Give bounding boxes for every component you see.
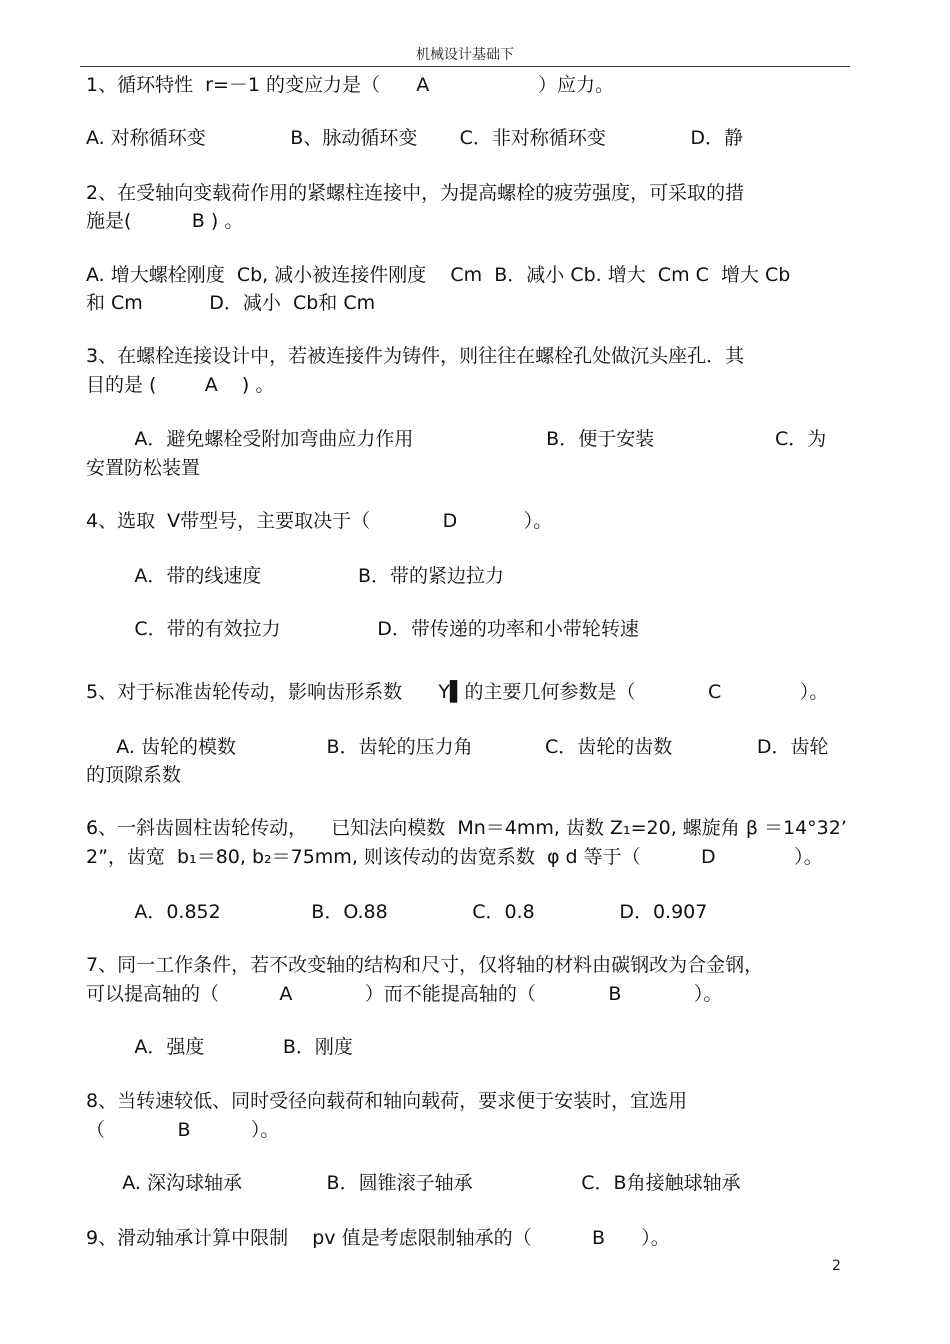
question-7-stem-line-2: 可以提高轴的（ A ）而不能提高轴的（ B ）。 <box>86 983 723 1005</box>
question-2-stem-line-2: 施是( B ) 。 <box>86 210 244 232</box>
question-6-stem-line-1: 6、一斜齿圆柱齿轮传动， 已知法向模数 Mn＝4mm, 齿数 Z₁=20, 螺旋角 β ＝14°32’ <box>86 817 847 839</box>
question-7-stem-line-1: 7、同一工作条件，若不改变轴的结构和尺寸，仅将轴的材料由碳钢改为合金钢， <box>86 954 764 976</box>
page-header: 机械设计基础下 <box>416 47 514 63</box>
question-6-options-line-1: A．0.852 B．O.88 C．0.8 D．0.907 <box>86 901 708 923</box>
question-3-stem-line-1: 3、在螺栓连接设计中，若被连接件为铸件，则往往在螺栓孔处做沉头座孔．其 <box>86 345 745 367</box>
question-5-stem-line-1: 5、对于标准齿轮传动，影响齿形系数 Y▌的主要几何参数是（ C ）。 <box>86 681 829 703</box>
question-7-options-line-1: A．强度 B．刚度 <box>86 1036 353 1058</box>
question-1-options-line-1: A. 对称循环变 B、脉动循环变 C．非对称循环变 D．静 <box>86 127 744 149</box>
question-1-stem-line-1: 1、循环特性 r=－1 的变应力是（ A ）应力。 <box>86 74 614 96</box>
question-9-stem-line-1: 9、滑动轴承计算中限制 pv 值是考虑限制轴承的（ B ）。 <box>86 1227 670 1249</box>
page-number: 2 <box>832 1258 841 1274</box>
question-3-stem-line-2: 目的是 ( A ) 。 <box>86 374 275 396</box>
question-4-options-line-2: C．带的有效拉力 D．带传递的功率和小带轮转速 <box>86 618 639 640</box>
question-8-stem-line-2: （ B ）。 <box>86 1119 280 1141</box>
question-8-options-line-1: A. 深沟球轴承 B．圆锥滚子轴承 C．B角接触球轴承 <box>86 1172 741 1194</box>
question-2-options-line-1: A. 增大螺栓刚度 Cb, 减小被连接件刚度 Cm B．减小 Cb. 增大 Cm C 增大 Cb <box>86 264 791 286</box>
question-3-options-line-1: A．避免螺栓受附加弯曲应力作用 B．便于安装 C．为 <box>86 428 827 450</box>
question-4-stem-line-1: 4、选取 V带型号，主要取决于（ D ）。 <box>86 510 553 532</box>
question-6-stem-line-2: 2”，齿宽 b₁＝80, b₂＝75mm, 则该传动的齿宽系数 φ d 等于（ D ）。 <box>86 846 823 868</box>
question-5-options-line-2: 的顶隙系数 <box>86 764 182 786</box>
question-4-options-line-1: A．带的线速度 B．带的紧边拉力 <box>86 565 504 587</box>
question-5-options-line-1: A. 齿轮的模数 B．齿轮的压力角 C．齿轮的齿数 D．齿轮 <box>86 736 829 758</box>
question-8-stem-line-1: 8、当转速较低、同时受径向载荷和轴向载荷，要求便于安装时，宜选用 <box>86 1090 688 1112</box>
header-rule <box>80 66 850 67</box>
question-2-options-line-2: 和 Cm D．减小 Cb和 Cm <box>86 292 376 314</box>
question-2-stem-line-1: 2、在受轴向变载荷作用的紧螺柱连接中，为提高螺栓的疲劳强度，可采取的措 <box>86 182 745 204</box>
question-3-options-line-2: 安置防松装置 <box>86 457 201 479</box>
